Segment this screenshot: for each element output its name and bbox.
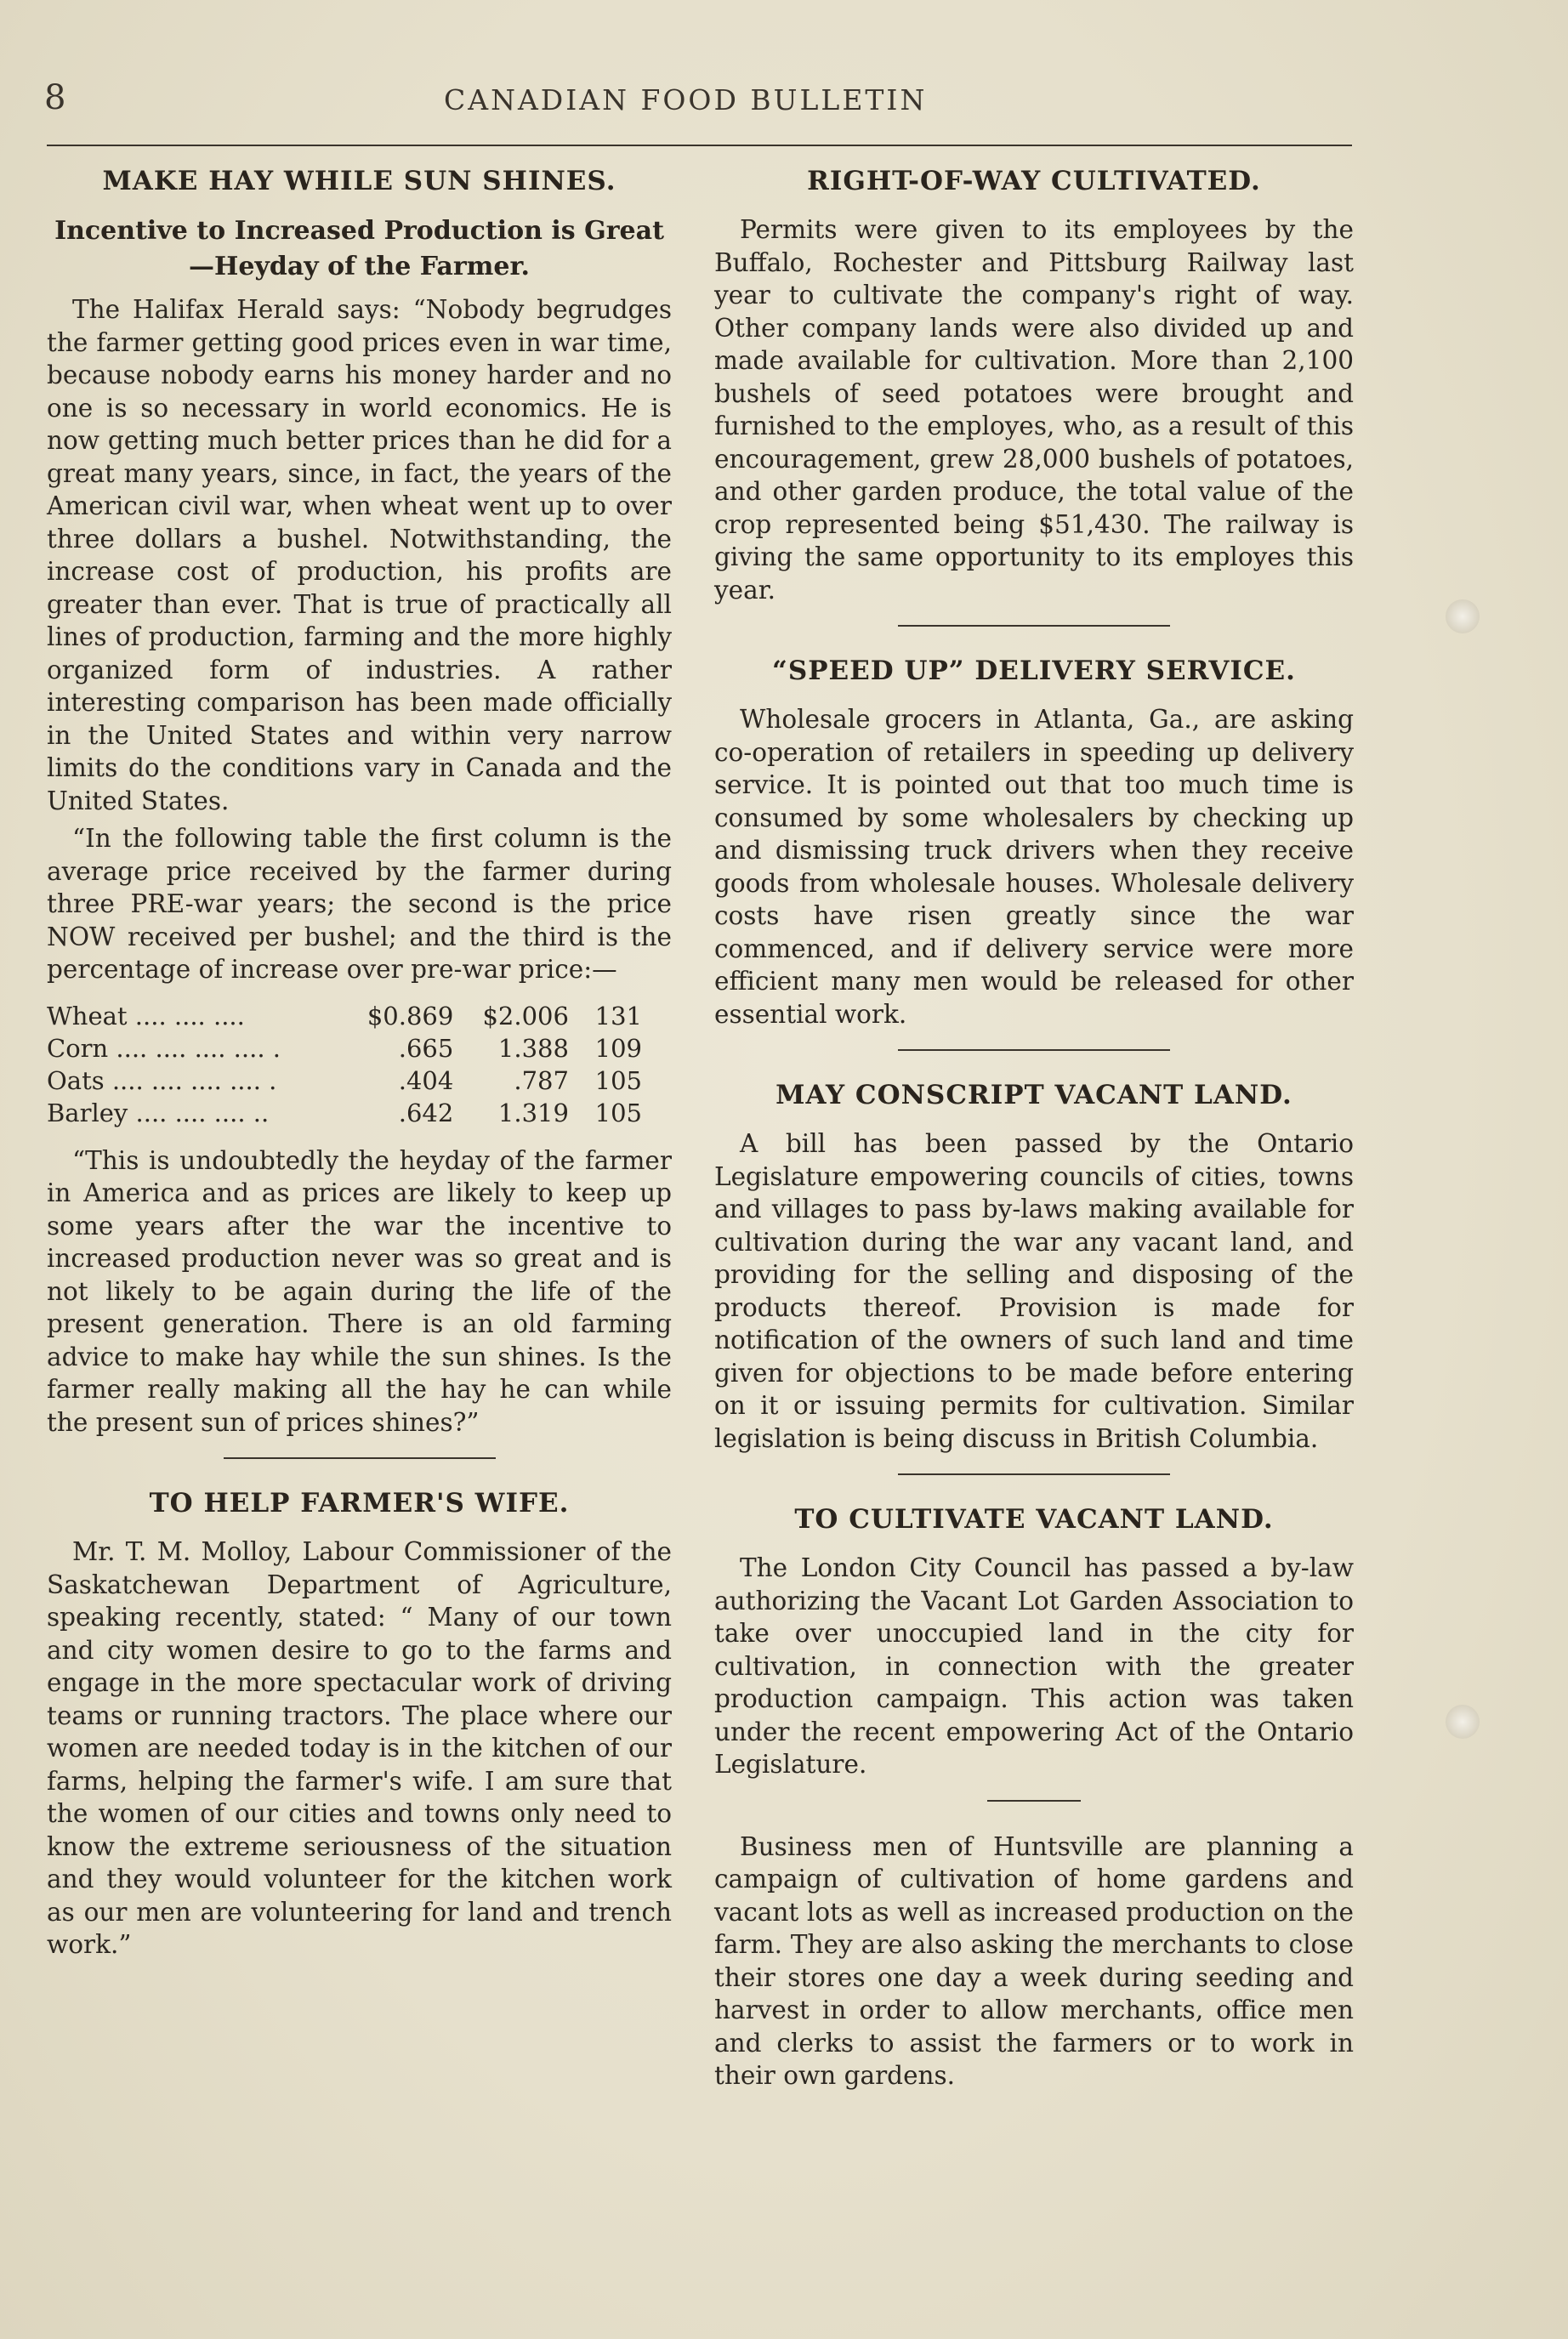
percent-increase: 105: [594, 1065, 642, 1095]
current-price: 1.319: [497, 1098, 569, 1127]
article-paragraph: Permits were given to its employees by the Buffalo, Rochester and Pittsburg Railway last year to cultivate the company's right of way. Other company lands were also divided up and made available for cultivation. More than 2,100 bushels of seed potatoes were brought and furnished to the employes, who, as a result of this encouragement, grew 28,000 bushels of potatoes, and other garden produce, the total value of the crop represented being $51,430. The railway is giving the same opportunity to its employes this year.: [714, 215, 1354, 605]
article-paragraph: “In the following table the first column is the average price received by the farmer during three PRE-war years; the second is the price NOW received per bushel; and the third is the percentage of increase over pre-war price:—: [47, 824, 672, 984]
percent-increase: 105: [594, 1098, 642, 1127]
prewar-price: .665: [398, 1033, 454, 1063]
section-divider: [224, 1457, 496, 1459]
article-make-hay: [47, 166, 672, 1439]
current-price: $2.006: [482, 1001, 569, 1030]
current-price: 1.388: [497, 1033, 569, 1063]
article-title: RIGHT-OF-WAY CULTIVATED.: [807, 166, 1261, 196]
article-paragraph: Wholesale grocers in Atlanta, Ga., are asking co-operation of retailers in speeding up delivery service. It is pointed out that too much time is consumed by some wholesalers by checking up and dismissing truck drivers when they receive goods from wholesale houses. Wholesale delivery costs have risen greatly since the war commenced, and if delivery service were more efficient many men would be released for other essential work.: [714, 705, 1354, 1029]
percent-increase: 109: [594, 1033, 642, 1063]
article-title: “SPEED UP” DELIVERY SERVICE.: [772, 656, 1296, 686]
section-divider: [898, 1473, 1170, 1475]
article-paragraph: The Halifax Herald says: “Nobody begrudges the farmer getting good prices even in war time, because nobody earns his money harder and no one is so necessary in world economics. He is now getting much better prices than he did for a great many years, since, in fact, the years of the American civil war, when wheat went up to over three dollars a bushel. Notwithstanding, the increase cost of production, his profits are greater than ever. That is true of practically all lines of production, farming and the more highly organized form of industries. A rather interesting comparison has been made officially in the United States and within very narrow limits do the conditions vary in Canada and the United States.: [47, 295, 672, 815]
page-number: 8: [44, 78, 66, 117]
header-rule: [47, 145, 1352, 146]
section-divider: [898, 625, 1170, 627]
table-row: [47, 1000, 676, 1032]
article-conscript-land: [714, 1080, 1354, 1455]
price-table: [47, 1000, 676, 1129]
article-title: MAKE HAY WHILE SUN SHINES.: [102, 166, 616, 196]
table-row: [47, 1032, 676, 1064]
short-divider: [987, 1800, 1081, 1802]
page-header: [44, 78, 1354, 121]
article-title: TO CULTIVATE VACANT LAND.: [794, 1504, 1274, 1535]
article-farmers-wife: [47, 1488, 672, 1961]
article-right-of-way: [714, 166, 1354, 606]
binding-hole: [1446, 599, 1480, 633]
article-paragraph: “This is undoubtedly the heyday of the farmer in America and as prices are likely to keep up some years after the war the incentive to increased production never was so great and is not likely to be again during the life of the present generation. There is an old farming advice to make hay while the sun shines. Is the farmer really making all the hay he can while the present sun of prices shines?”: [47, 1145, 672, 1437]
crop-name: Corn .... .... .... .... .: [47, 1033, 281, 1063]
article-subtitle: Incentive to Increased Production is Great—Heyday of the Farmer.: [54, 216, 664, 281]
article-paragraph: A bill has been passed by the Ontario Legislature empowering councils of cities, towns and villages to pass by-laws making available for cultivation during the war any vacant land, and providing for the selling and disposing of the products thereof. Provision is made for notification of the owners of such land and time given for objections to be made before entering on it or issuing permits for cultivation. Similar legislation is being discuss in British Columbia.: [714, 1129, 1354, 1453]
section-divider: [898, 1049, 1170, 1051]
percent-increase: 131: [594, 1001, 642, 1030]
current-price: .787: [514, 1065, 569, 1095]
article-paragraph: Business men of Huntsville are planning a campaign of cultivation of home gardens and vacant lots as well as increased production on the farm. They are also asking the merchants to close their stores one day a week during seeding and harvest in order to allow merchants, office men and clerks to assist the farmers or to work in their own gardens.: [714, 1831, 1354, 2090]
article-title: TO HELP FARMER'S WIFE.: [149, 1488, 570, 1519]
article-cultivate-land: [714, 1504, 1354, 2092]
article-title: MAY CONSCRIPT VACANT LAND.: [775, 1080, 1292, 1110]
left-column: [47, 166, 672, 1961]
prewar-price: .642: [398, 1098, 454, 1127]
table-row: [47, 1097, 676, 1129]
prewar-price: $0.869: [366, 1001, 454, 1030]
table-row: [47, 1064, 676, 1097]
article-speed-up: [714, 656, 1354, 1030]
running-title: CANADIAN FOOD BULLETIN: [444, 83, 928, 116]
article-paragraph: The London City Council has passed a by-law authorizing the Vacant Lot Garden Association to take over unoccupied land in the city for cultivation, in connection with the greater production campaign. This action was taken under the recent empowering Act of the Ontario Legislature.: [714, 1553, 1354, 1779]
crop-name: Oats .... .... .... .... .: [47, 1065, 277, 1095]
binding-hole: [1446, 1705, 1480, 1739]
crop-name: Wheat .... .... ....: [47, 1001, 245, 1030]
crop-name: Barley .... .... .... ..: [47, 1098, 270, 1127]
article-paragraph: Mr. T. M. Molloy, Labour Commissioner of the Saskatchewan Department of Agriculture, speaking recently, stated: “ Many of our town and city women desire to go to the farms and engage in the more spectacular work of driving teams or running tractors. The place where our women are needed today is in the kitchen of our farms, helping the farmer's wife. I am sure that the women of our cities and towns only need to know the extreme seriousness of the situation and they would volunteer for the kitchen work as our men are volunteering for land and trench work.”: [47, 1537, 672, 1959]
prewar-price: .404: [398, 1065, 454, 1095]
right-column: [714, 166, 1354, 2092]
